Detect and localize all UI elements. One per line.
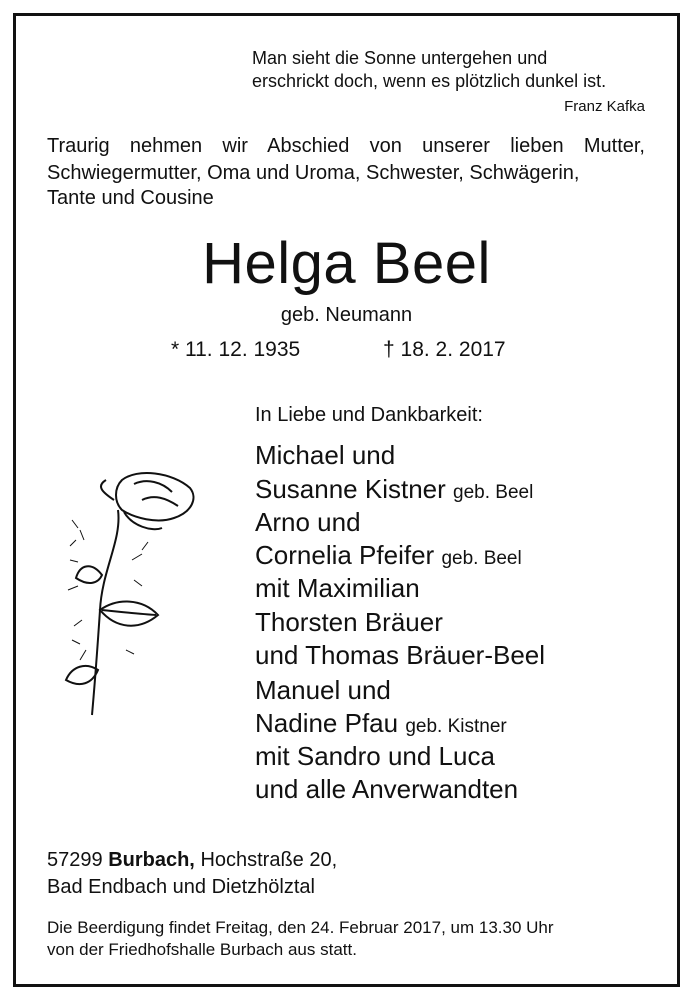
quote-author: Franz Kafka: [564, 98, 645, 115]
burial-line-2: von der Friedhofshalle Burbach aus statt.: [47, 940, 357, 959]
mourner-line: Cornelia Pfeifer geb. Beel: [255, 540, 522, 570]
death-date: † 18. 2. 2017: [383, 338, 506, 361]
quote-line-2: erschrickt doch, wenn es plötzlich dunkel ist.: [252, 71, 607, 91]
mourner-note: geb. Kistner: [405, 716, 507, 737]
mourner-note: geb. Beel: [441, 548, 522, 569]
address: [47, 847, 337, 901]
mourner-line: Arno und: [255, 507, 361, 537]
burial-info: [47, 917, 554, 961]
mourner-note: geb. Beel: [453, 482, 534, 503]
intro-text-last-line: Tante und Cousine: [47, 187, 214, 209]
mourner-line: und Thomas Bräuer-Beel: [255, 640, 546, 670]
maiden-name: geb. Neumann: [280, 304, 413, 326]
mourner-line: mit Maximilian: [255, 573, 420, 603]
deceased-name: Helga Beel: [202, 231, 491, 296]
quote-line-1: Man sieht die Sonne untergehen und: [252, 48, 548, 68]
mourner-line: und alle Anverwandten: [255, 774, 519, 804]
address-line-1: 57299 Burbach, Hochstraße 20,: [47, 849, 338, 871]
mourner-line: Nadine Pfau geb. Kistner: [255, 708, 507, 738]
mourner-line: Thorsten Bräuer: [255, 607, 443, 637]
rose-icon: [62, 470, 202, 720]
mourner-line: Michael und: [255, 440, 396, 470]
mourner-line: mit Sandro und Luca: [255, 741, 495, 771]
quote: [252, 47, 606, 93]
burial-line-1: Die Beerdigung findet Freitag, den 24. Februar 2017, um 13.30 Uhr: [47, 918, 554, 937]
intro-text: Traurig nehmen wir Abschied von unserer lieben Mutter, Schwiegermutter, Oma und Uroma, Schwester, Schwägerin,: [47, 135, 645, 184]
mourner-line: Susanne Kistner geb. Beel: [255, 474, 534, 504]
mourners-heading: In Liebe und Dankbarkeit:: [255, 404, 483, 426]
birth-date: * 11. 12. 1935: [171, 338, 301, 361]
mourner-line: Manuel und: [255, 675, 391, 705]
address-line-2: Bad Endbach und Dietzhölztal: [47, 876, 315, 898]
